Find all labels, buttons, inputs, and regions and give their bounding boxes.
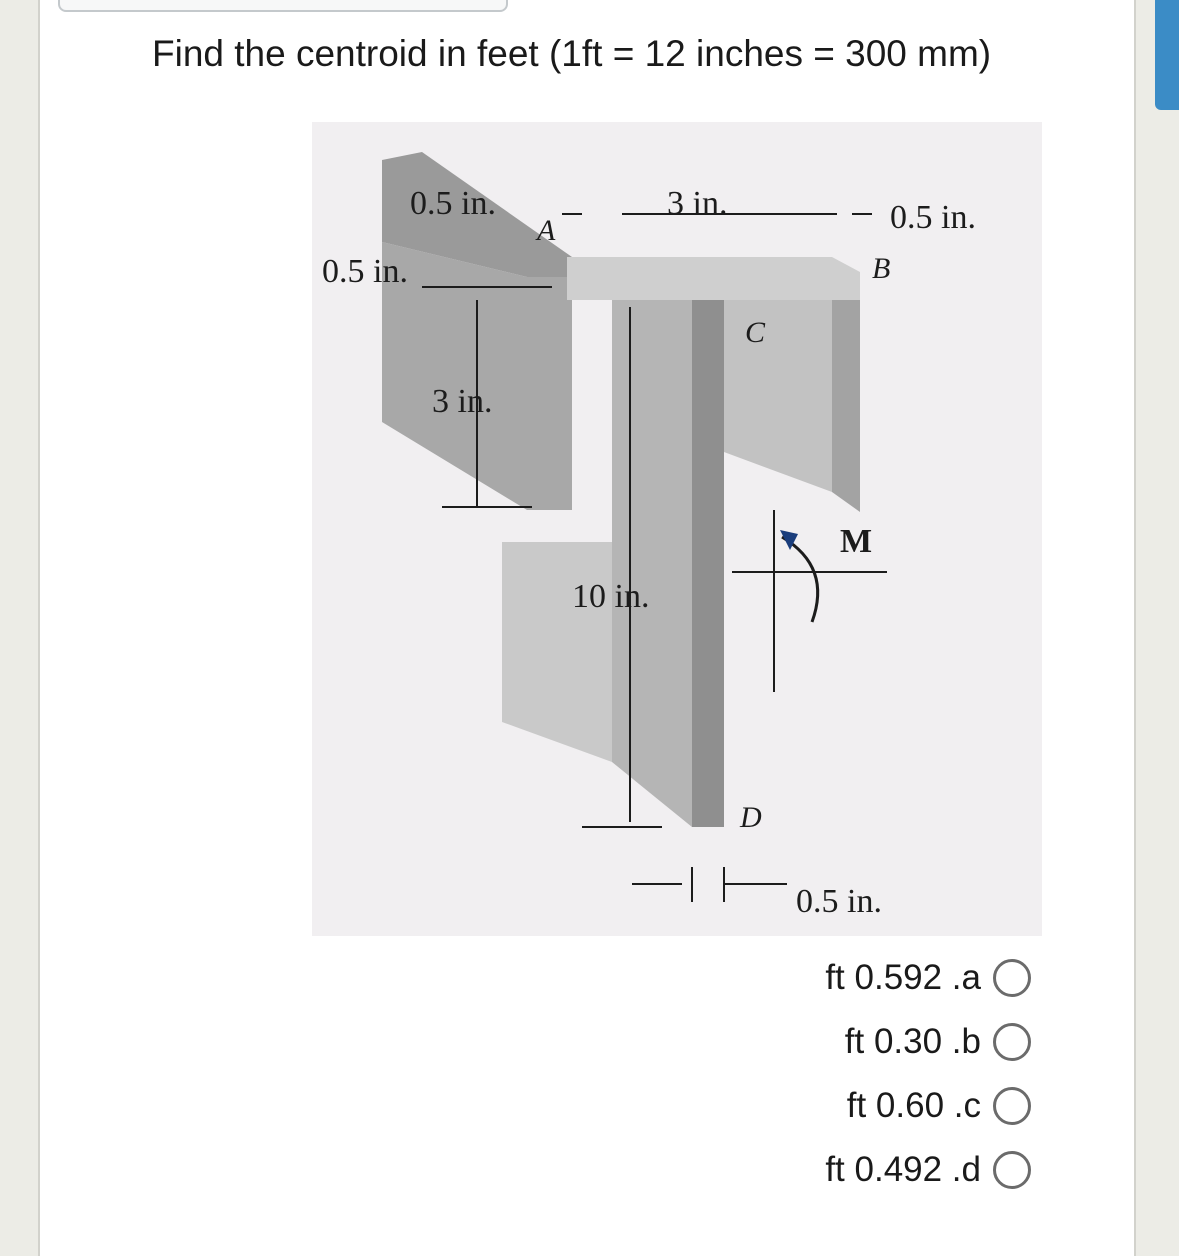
option-c-label: ft 0.60 .c [846, 1086, 981, 1125]
dim-bottom: 0.5 in. [796, 883, 882, 920]
moment-label: M [840, 523, 873, 560]
option-d[interactable] [825, 1138, 1031, 1202]
option-d-label: ft 0.492 .d [825, 1150, 981, 1189]
dim-flange: 3 in. [432, 383, 493, 420]
web-side [692, 300, 724, 827]
dim-top-right: 0.5 in. [890, 199, 976, 236]
radio-c[interactable] [993, 1087, 1031, 1125]
option-b[interactable] [825, 1010, 1031, 1074]
dim-top-left: 0.5 in. [410, 185, 496, 222]
top-plate [567, 257, 860, 300]
web-lower [502, 542, 612, 762]
radio-b[interactable] [993, 1023, 1031, 1061]
dim-top-mid: 3 in. [667, 185, 728, 222]
top-tab[interactable] [58, 0, 508, 12]
option-a[interactable] [825, 946, 1031, 1010]
point-a: A [537, 214, 556, 247]
dim-web: 10 in. [572, 578, 650, 615]
radio-a[interactable] [993, 959, 1031, 997]
point-d: D [740, 801, 762, 834]
point-c: C [745, 316, 766, 349]
beam-figure [312, 122, 1042, 936]
option-c[interactable] [825, 1074, 1031, 1138]
question-text: Find the centroid in feet (1ft = 12 inches = 300 mm) [152, 33, 992, 74]
option-b-label: ft 0.30 .b [844, 1022, 981, 1061]
answer-options [825, 946, 1031, 1202]
scroll-indicator[interactable] [1155, 0, 1179, 110]
right-flange-inner [724, 300, 832, 492]
moment-arrow [782, 537, 818, 622]
radio-d[interactable] [993, 1151, 1031, 1189]
option-a-label: ft 0.592 .a [825, 958, 981, 997]
point-b: B [872, 252, 891, 285]
dim-left: 0.5 in. [322, 253, 408, 290]
right-flange-face [832, 300, 860, 512]
